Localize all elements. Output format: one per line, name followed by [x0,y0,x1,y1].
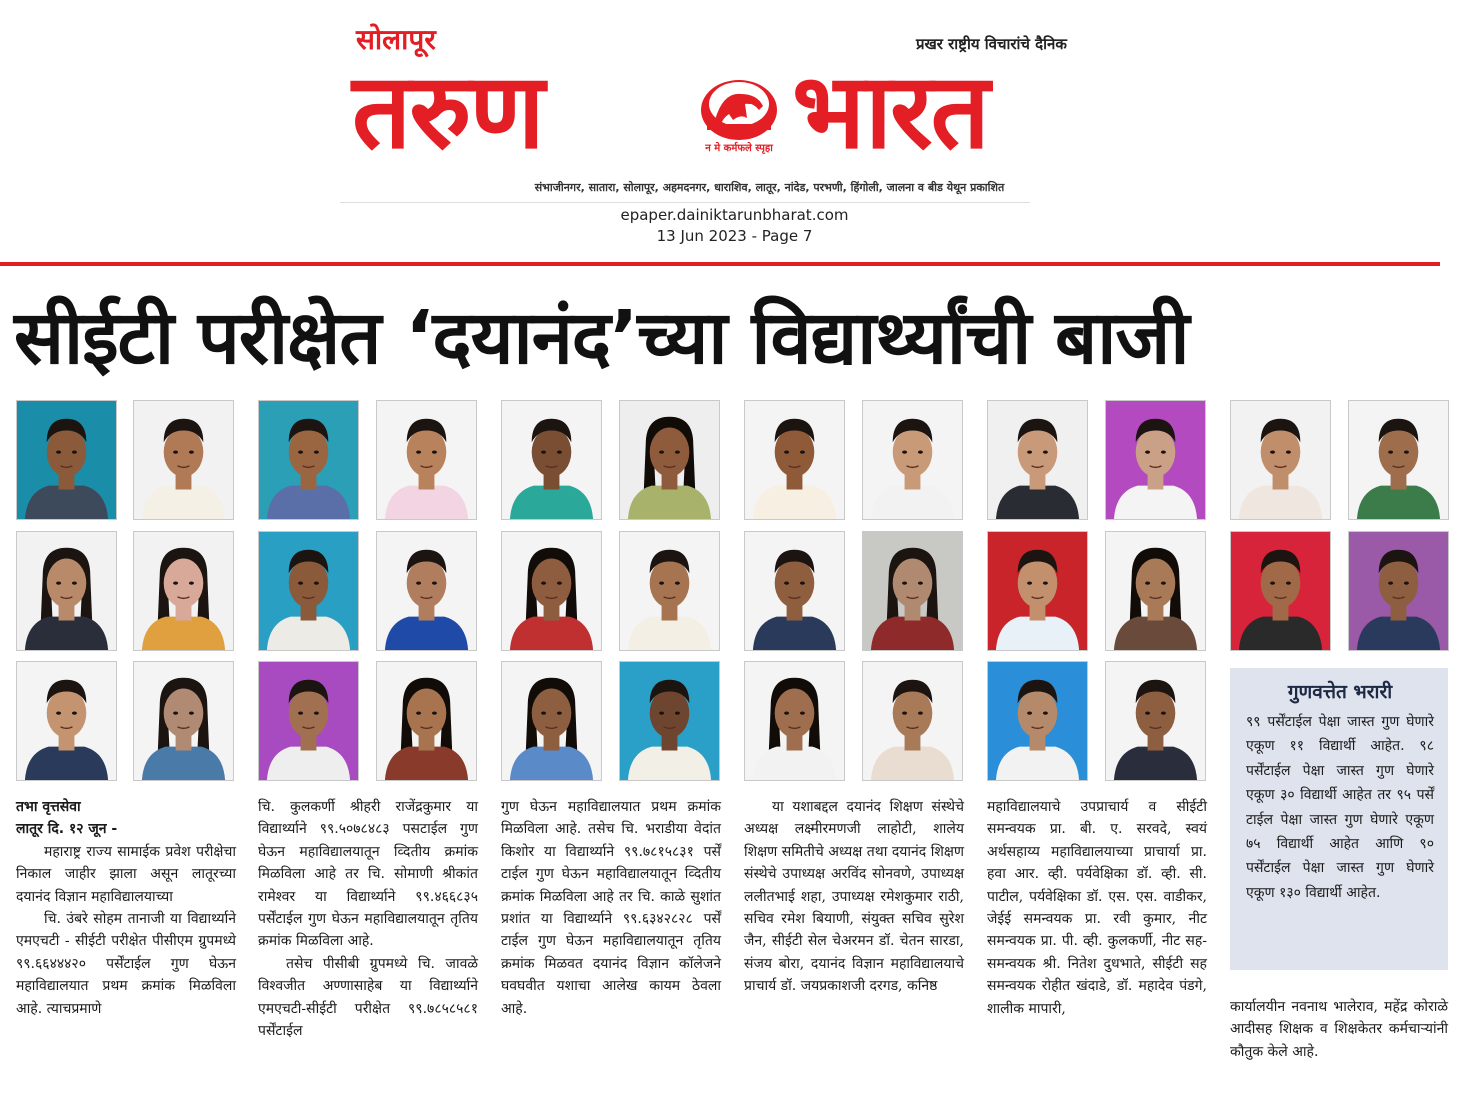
highlight-box [1230,668,1448,970]
student-photo [744,661,845,781]
article-column-6 [1230,996,1448,1063]
article-column-4 [744,796,964,998]
paragraph: कार्यालयीन नवनाथ भालेराव, महेंद्र कोराळे आदीसह शिक्षक व शिक्षकेतर कर्मचाऱ्यांनी कौतुक केले आहे. [1230,999,1448,1060]
student-photo [501,661,602,781]
student-photo [987,400,1088,520]
student-photo [1230,531,1331,651]
student-photo [744,531,845,651]
article-column-3 [501,796,721,1020]
student-photo [1348,531,1449,651]
paragraph: चि. उंबरे सोहम तानाजी या विद्यार्थ्याने एमएचटी - सीईटी परीक्षेत पीसीएम ग्रुपमध्ये ९९.६६४४४२० पर्सेंटाईल गुण घेऊन महाविद्यालयात प्रथम क्रमांक मिळविला आहे. त्याचप्रमाणे [16,911,236,1017]
masthead-brand-left: तरुण [352,50,543,172]
student-photo [987,531,1088,651]
masthead-editions: संभाजीनगर, सातारा, सोलापूर, अहमदनगर, धाराशिव, लातूर, नांदेड, परभणी, हिंगोली, जालना व बीड येथून प्रकाशित [534,181,1005,194]
student-photo [744,400,845,520]
masthead-city: सोलापूर [356,23,436,56]
student-photo [16,400,117,520]
student-photo [133,531,234,651]
editions-divider [340,202,1030,203]
student-photo [258,531,359,651]
student-photo [501,531,602,651]
masthead-red-rule [0,262,1440,266]
student-photo [619,661,720,781]
masthead-brand-right: भारत [792,50,988,172]
student-photo [619,400,720,520]
epaper-url: epaper.dainiktarunbharat.com [620,206,849,224]
highlight-box-title: गुणवत्तेत भरारी [1287,681,1393,703]
masthead-motto: न मे कर्मफले स्पृहा [705,143,773,154]
paragraph: महाविद्यालयाचे उपप्राचार्य व सीईटी समन्वयक प्रा. बी. ए. सरवदे, स्वयं अर्थसहाय्य महाविद्यालयाच्या प्राचार्या प्रा. हवा आर. व्ही. पर्यवेक्षिका डॉ. व्ही. सी. पाटील, पर्यवेक्षिका डॉ. एस. एस. वाडीकर, जेईई समन्वयक प्रा. रवी कुमार, नीट समन्वयक प्रा. पी. व्ही. कुलकर्णी, नीट सह-समन्वयक श्री. नितेश दुधभाते, सीईटी सह समन्वयक रोहीत खंदाडे, डॉ. महादेव पंडगे, शालीक मापारी, [987,799,1207,1017]
student-photo [16,661,117,781]
student-photo [376,531,477,651]
student-photo [987,661,1088,781]
student-photo [1230,400,1331,520]
article-column-1 [16,796,236,1020]
student-photo [258,400,359,520]
student-photo [133,400,234,520]
masthead-tagline: प्रखर राष्ट्रीय विचारांचे दैनिक [916,35,1067,53]
student-photo [1105,400,1206,520]
paragraph: महाराष्ट्र राज्य सामाईक प्रवेश परीक्षेचा निकाल जाहीर झाला असून लातूरच्या दयानंद विज्ञान महाविद्यालयाच्या [16,843,236,905]
highlight-box-text: ९९ पर्सेंटाईल पेक्षा जास्त गुण घेणारे एकूण ११ विद्यार्थी आहेत. ९८ पर्सेंटाईल पेक्षा जास्त गुण घेणारे एकूण ३० विद्यार्थी आहेत तर ९५ पर्सें टाईल पेक्षा जास्त गुण घेणारे एकूण ७५ विद्यार्थी आहेत आणि ९० पर्सेंटाईल पेक्षा जास्त गुण घेणारे एकूण १३० विद्यार्थी आहेत. [1246,714,1434,901]
page-info: 13 Jun 2023 - Page 7 [656,227,813,245]
article-column-2 [258,796,478,1042]
dateline: लातूर दि. १२ जून - [16,821,118,838]
student-photo [862,531,963,651]
paragraph: तसेच पीसीबी ग्रुपमध्ये चि. जावळे विश्वजीत अण्णासाहेब या विद्यार्थ्याने एमएचटी-सीईटी परीक्षेत ९९.७८५८५८१ पर्सेंटाईल [258,955,478,1040]
student-photo [258,661,359,781]
byline: तभा वृत्तसेवा [16,799,81,815]
student-photo [501,400,602,520]
student-photo [376,400,477,520]
student-photo [376,661,477,781]
paragraph: चि. कुलकर्णी श्रीहरी राजेंद्रकुमार या विद्यार्थ्याने ९९.५०७८४८३ पसटाईल गुण घेऊन महाविद्यालयातून व्दितीय क्रमांक मिळविला आहे तर चि. सोमाणी श्रीकांत रामेश्वर या विद्यार्थ्याने ९९.४६६८३५ पर्सेंटाईल गुण घेऊन महाविद्यालयातून तृतिय क्रमांक मिळविला आहे. [258,799,478,950]
masthead [0,0,1469,270]
student-photo [1105,531,1206,651]
student-photo [619,531,720,651]
article-headline: सीईटी परीक्षेत ‘दयानंद’च्या विद्यार्थ्यांची बाजी [14,295,1189,381]
student-photo [133,661,234,781]
student-photo [16,531,117,651]
paragraph: गुण घेऊन महाविद्यालयात प्रथम क्रमांक मिळविला आहे. तसेच चि. भराडीया वेदांत किशोर या विद्यार्थ्याने ९९.७८१५८३१ पर्सें टाईल गुण घेऊन महाविद्यालयातून व्दितीय क्रमांक मिळविला आहे तर चि. काळे सुशांत प्रशांत या विद्यार्थ्याने ९९.६३४२८२८ पर्सें टाईल गुण घेऊन महाविद्यालयातून तृतिय क्रमांक मिळवत दयानंद विज्ञान कॉलेजने घवघवीत यशाचा आलेख कायम ठेवला आहे. [501,799,721,1017]
student-photo [1348,400,1449,520]
student-photo [1105,661,1206,781]
paragraph: या यशाबद्दल दयानंद शिक्षण संस्थेचे अध्यक्ष लक्ष्मीरमणजी लाहोटी, शालेय शिक्षण समितीचे अध्यक्ष तथा दयानंद शिक्षण संस्थेचे उपाध्यक्ष अरविंद सोनवणे, उपाध्यक्ष ललीतभाई शहा, उपाध्यक्ष रमेशकुमार राठी, सचिव रमेश बियाणी, संयुक्त सचिव सुरेश जैन, सीईटी सेल चेअरमन डॉ. चेतन सारडा, संजय बोरा, दयानंद विज्ञान महाविद्यालयाचे प्राचार्य डॉ. जयप्रकाशजी दरगड, कनिष्ठ [744,799,964,995]
student-photo [862,400,963,520]
student-photo [862,661,963,781]
article-column-5 [987,796,1207,1020]
